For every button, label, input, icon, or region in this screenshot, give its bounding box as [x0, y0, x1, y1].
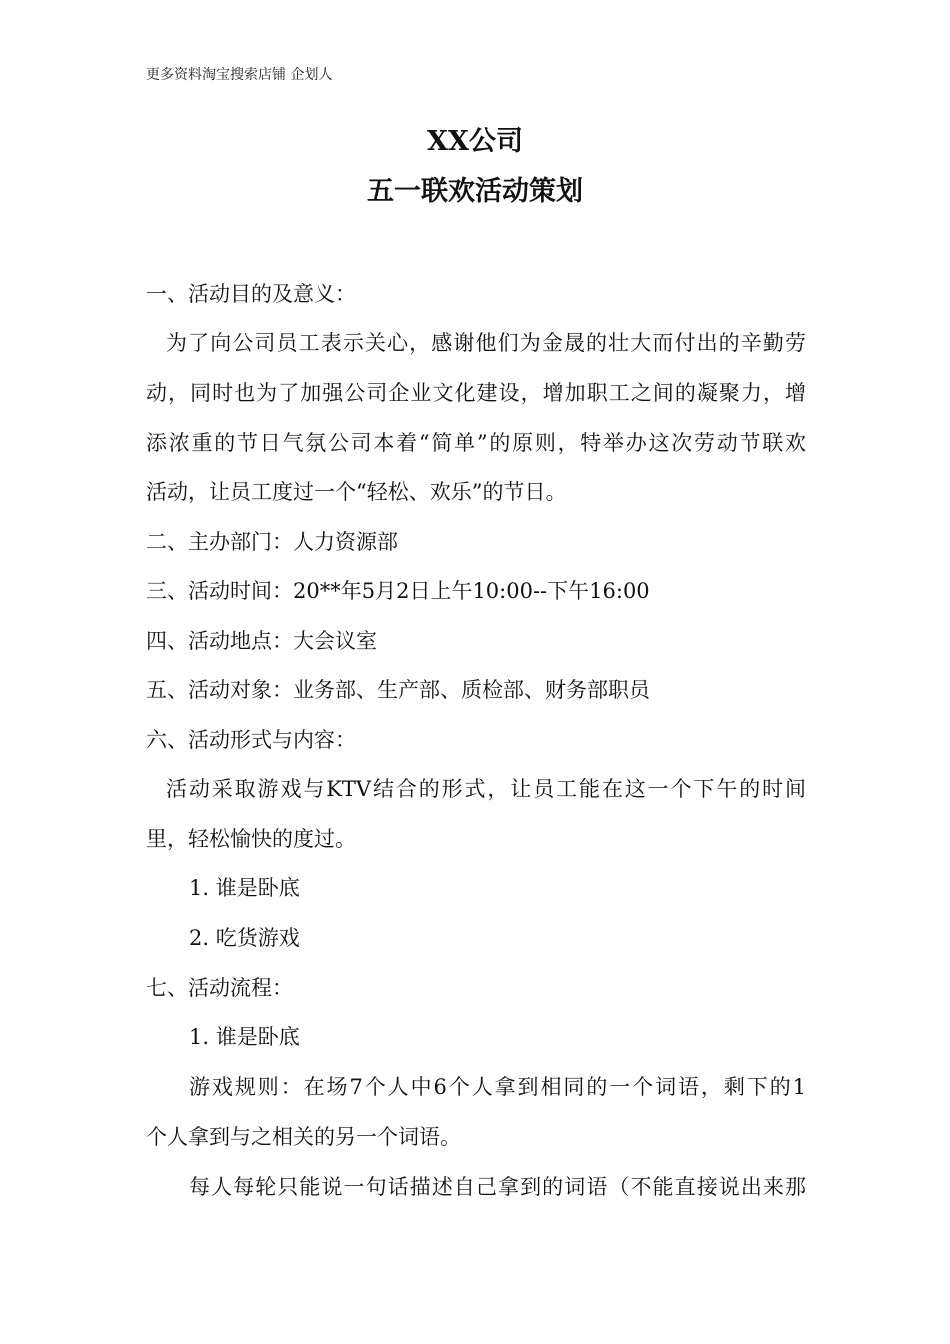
section-7-rules-line: 每人每轮只能说一句话描述自己拿到的词语（不能直接说出来那: [189, 1175, 806, 1199]
section-2-organizer: 二、主办部门：人力资源部: [146, 530, 398, 554]
section-1-paragraph-line: 为了向公司员工表示关心，感谢他们为金晟的壮大而付出的辛勤劳: [166, 331, 806, 355]
section-6-list-item: 1. 谁是卧底: [189, 876, 300, 900]
section-7-heading: 七、活动流程：: [146, 976, 293, 1000]
section-1-paragraph-line: 添浓重的节日气氛公司本着“简单”的原则，特举办这次劳动节联欢: [146, 431, 806, 455]
section-6-heading: 六、活动形式与内容：: [146, 728, 356, 752]
section-7-rules-line: 个人拿到与之相关的另一个词语。: [146, 1125, 461, 1149]
document-title: XX公司: [427, 126, 523, 157]
section-1-paragraph-line: 活动，让员工度过一个“轻松、欢乐”的节日。: [146, 480, 567, 504]
section-6-list-item: 2. 吃货游戏: [189, 926, 300, 950]
document-subtitle: 五一联欢活动策划: [367, 176, 583, 207]
section-7-rules-line: 游戏规则：在场7个人中6个人拿到相同的一个词语，剩下的1: [189, 1075, 806, 1099]
section-6-paragraph-line: 里，轻松愉快的度过。: [146, 827, 356, 851]
section-1-paragraph-line: 动，同时也为了加强公司企业文化建设，增加职工之间的凝聚力，增: [146, 381, 806, 405]
header-note: 更多资料淘宝搜索店铺 企划人: [146, 67, 333, 83]
section-7-list-item: 1. 谁是卧底: [189, 1025, 300, 1049]
section-5-audience: 五、活动对象：业务部、生产部、质检部、财务部职员: [146, 678, 650, 702]
section-4-location: 四、活动地点：大会议室: [146, 629, 377, 653]
section-6-paragraph-line: 活动采取游戏与KTV结合的形式，让员工能在这一个下午的时间: [166, 777, 806, 801]
section-3-time: 三、活动时间：20**年5月2日上午10:00--下午16:00: [146, 579, 650, 603]
section-1-heading: 一、活动目的及意义：: [146, 282, 356, 306]
